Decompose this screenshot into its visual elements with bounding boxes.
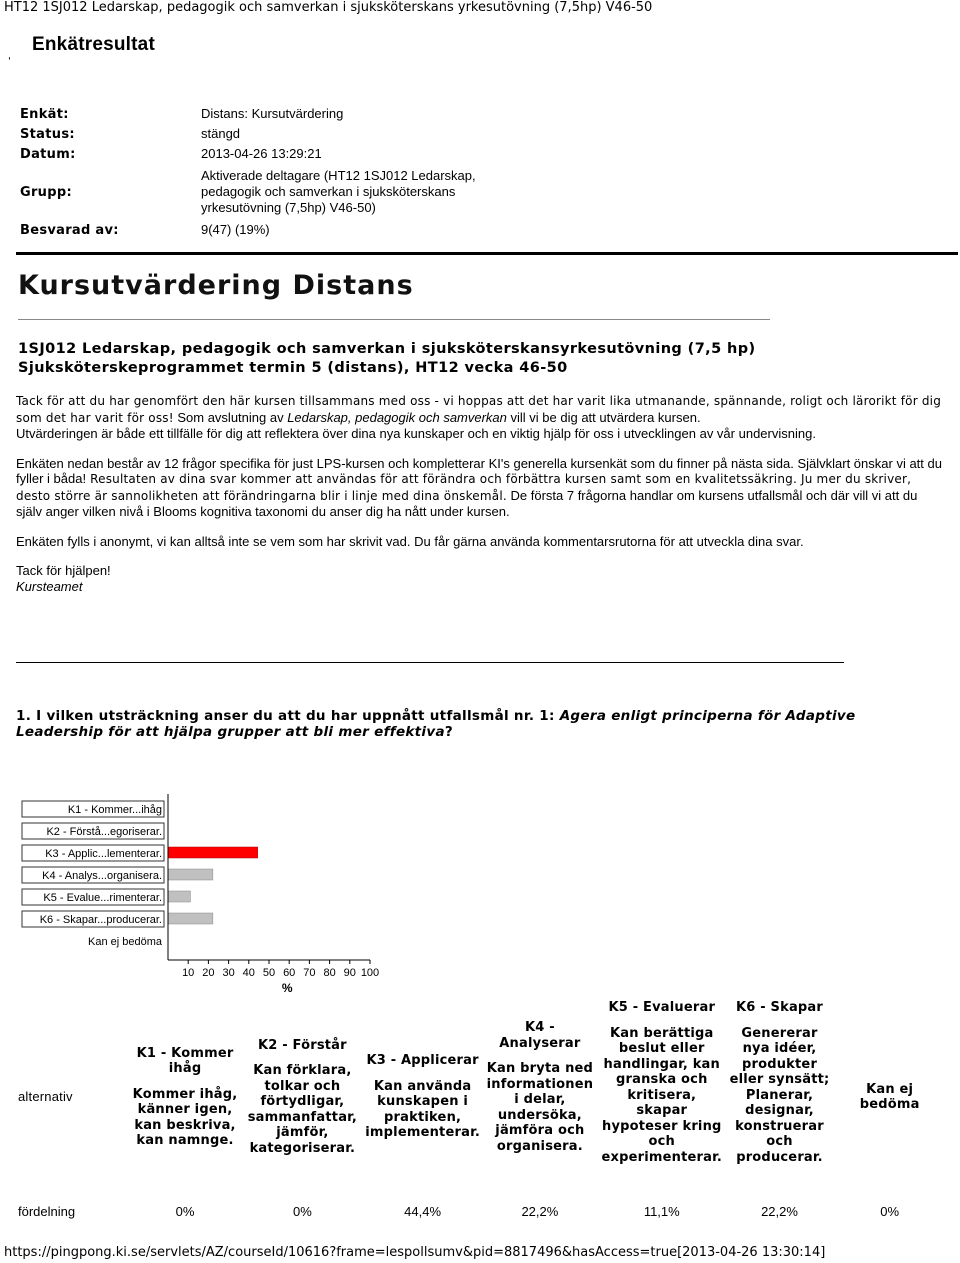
distribution-header-label: alternativ bbox=[18, 1089, 73, 1105]
stray-mark: ' bbox=[8, 56, 11, 67]
category-label: K3 - Applic...lementerar. bbox=[45, 848, 162, 860]
intro-text: De första 7 frågorna handlar om kursens utfallsmål och där vill vi att du själv anger vilken nivå i Blooms kognitiva taxonomi du anser dig ha nått under kursen. bbox=[16, 487, 918, 519]
column-title: K1 - Kommer ihåg bbox=[136, 1045, 234, 1076]
course-subtitle bbox=[18, 340, 756, 378]
intro-course-name: Ledarskap, pedagogik och samverkan bbox=[287, 409, 507, 425]
section-divider bbox=[16, 252, 958, 255]
column-title: K6 - Skapar bbox=[735, 1000, 824, 1015]
distribution-value: 0% bbox=[175, 1203, 195, 1219]
column-title: K2 - Förstår bbox=[257, 1037, 347, 1053]
intro-text: Utvärderingen är både ett tillfälle för dig att reflektera över dina nya kunskaper och en viktig hjälp för oss i utvecklingen av vår undervisning. bbox=[16, 426, 816, 441]
x-tick-label: 20 bbox=[202, 967, 215, 979]
meta-key-answered: Besvarad av: bbox=[20, 222, 119, 238]
signature-text: Kursteamet bbox=[16, 578, 83, 594]
distribution-value: 0% bbox=[292, 1203, 312, 1219]
result-bar-chart bbox=[0, 790, 560, 1000]
course-subtitle-line: Sjuksköterskeprogrammet termin 5 (distans), HT12 vecka 46-50 bbox=[18, 360, 568, 376]
x-tick-label: 50 bbox=[262, 967, 276, 979]
intro-paragraph bbox=[16, 393, 946, 442]
intro-paragraph bbox=[16, 563, 946, 594]
category-label: K4 - Analys...organisera. bbox=[42, 870, 162, 882]
intro-text: Som avslutning av bbox=[173, 409, 288, 425]
print-header: HT12 1SJ012 Ledarskap, pedagogik och samverkan i sjuksköterskans yrkesutövning (7,5hp) V46-50 bbox=[4, 0, 653, 15]
bar bbox=[168, 913, 213, 924]
distribution-value: 0% bbox=[880, 1203, 900, 1219]
question-suffix: ? bbox=[444, 724, 454, 740]
intro-paragraph bbox=[16, 534, 946, 550]
distribution-value-row bbox=[16, 1194, 946, 1228]
column-description: Kan bryta ned informationen i delar, undersöka, jämföra och organisera. bbox=[486, 1061, 594, 1154]
distribution-value: 22,2% bbox=[521, 1203, 559, 1219]
x-tick-label: 80 bbox=[323, 967, 336, 979]
distribution-column-k4 bbox=[482, 1000, 598, 1194]
bar bbox=[168, 847, 258, 858]
distribution-column-k6 bbox=[726, 1000, 834, 1194]
meta-key-survey: Enkät: bbox=[20, 106, 69, 122]
x-tick-label: 60 bbox=[283, 967, 296, 979]
intro-paragraph bbox=[16, 456, 946, 520]
column-title: K3 - Applicerar bbox=[366, 1053, 479, 1069]
column-title: K4 - Analyserar bbox=[499, 1020, 581, 1051]
intro-text: vill vi be dig att utvärdera kursen. bbox=[506, 409, 701, 425]
print-footer: https://pingpong.ki.se/servlets/AZ/courseId/10616?frame=lespollsumv&pid=8817496&hasAccess=true[2013-04-26 13:30:14] bbox=[4, 1245, 826, 1260]
intro-text: Resultaten av dina svar kommer att användas för att förändra och förbättra kursen samt som en kvalitetssäkring. Ju mer du skriver, desto större är sannolikheten att förändringarna blir i linje med dina önskemål. bbox=[16, 472, 912, 503]
category-label: K1 - Kommer...ihåg bbox=[67, 804, 162, 816]
meta-value-date: 2013-04-26 13:29:21 bbox=[201, 146, 322, 161]
group-line: pedagogik och samverkan i sjuksköterskans bbox=[201, 184, 456, 199]
intro-text: Enkäten fylls i anonymt, vi kan alltså inte se vem som har skrivit vad. Du får gärna använda kommentarsrutorna för att utveckla dina svar. bbox=[16, 533, 804, 549]
group-line: Aktiverade deltagare (HT12 1SJ012 Ledarskap, bbox=[201, 168, 476, 183]
x-tick-label: 100 bbox=[360, 967, 380, 979]
column-description: Kommer ihåg, känner igen, kan beskriva, kan namnge. bbox=[132, 1086, 238, 1148]
distribution-column-k5 bbox=[598, 1000, 726, 1194]
result-chart bbox=[0, 790, 560, 1000]
group-line: yrkesutövning (7,5hp) V46-50) bbox=[201, 200, 376, 215]
x-tick-label: 70 bbox=[303, 967, 316, 979]
column-description: Kan använda kunskapen i praktiken, implementerar. bbox=[365, 1078, 480, 1141]
x-tick-label: 30 bbox=[222, 967, 235, 979]
bar bbox=[168, 869, 213, 880]
meta-value-survey: Distans: Kursutvärdering bbox=[201, 106, 344, 121]
distribution-column-k2 bbox=[241, 1000, 363, 1194]
distribution-value: 22,2% bbox=[761, 1203, 798, 1219]
survey-title: Kursutvärdering Distans bbox=[18, 270, 414, 301]
category-label: K2 - Förstå...egoriserar. bbox=[46, 826, 162, 838]
column-title: K5 - Evaluerar bbox=[608, 1000, 716, 1015]
survey-intro bbox=[16, 393, 946, 594]
intro-text: Enkäten nedan består av 12 frågor specifika för just LPS-kursen och kompletterar KI's generella kursenkät som du finner på nästa sida. Självklart önskar vi att du fyller i båda! bbox=[16, 455, 942, 486]
meta-value-status: stängd bbox=[201, 126, 241, 141]
course-subtitle-line: 1SJ012 Ledarskap, pedagogik och samverkan i sjuksköterskansyrkesutövning (7,5 hp) bbox=[18, 341, 756, 357]
column-description: Genererar nya idéer, produkter eller synsätt; Planerar, designar, konstruerar och producerar. bbox=[729, 1025, 830, 1165]
distribution-header-row bbox=[16, 1000, 946, 1194]
distribution-value: 11,1% bbox=[643, 1203, 680, 1219]
question-outcome: Agera enligt principerna för Adaptive Leadership för att hjälpa grupper att bli mer effektiva bbox=[16, 708, 856, 740]
meta-key-date: Datum: bbox=[20, 146, 76, 162]
survey-meta-table bbox=[20, 104, 476, 240]
column-title: Kan ej bedöma bbox=[859, 1081, 920, 1112]
distribution-column-k1 bbox=[129, 1000, 242, 1194]
thanks-text: Tack för hjälpen! bbox=[16, 563, 111, 578]
meta-value-answered: 9(47) (19%) bbox=[201, 222, 270, 237]
x-tick-label: 10 bbox=[182, 967, 195, 979]
category-label: K5 - Evalue...rimenterar. bbox=[43, 892, 162, 904]
category-label: Kan ej bedöma bbox=[88, 936, 162, 948]
meta-value-group bbox=[201, 164, 476, 220]
page-title: Enkätresultat bbox=[32, 34, 155, 55]
question-prefix: 1. I vilken utsträckning anser du att du har uppnått utfallsmål nr. 1: bbox=[16, 708, 560, 724]
distribution-row-label: fördelning bbox=[18, 1203, 76, 1219]
column-description: Kan berättiga beslut eller handlingar, kan granska och kritisera, skapar hypoteser kring och experimenterar. bbox=[601, 1025, 723, 1165]
column-description: Kan förklara, tolkar och förtydligar, sammanfattar, jämför, kategoriserar. bbox=[247, 1063, 358, 1156]
x-axis-label: % bbox=[281, 981, 293, 995]
separator-line bbox=[16, 658, 844, 663]
bar bbox=[168, 891, 190, 902]
x-tick-label: 90 bbox=[343, 967, 356, 979]
x-tick-label: 40 bbox=[242, 967, 255, 979]
distribution-column-k3 bbox=[363, 1000, 482, 1194]
category-label: K6 - Skapar...producerar. bbox=[39, 914, 162, 926]
distribution-value: 44,4% bbox=[404, 1203, 442, 1219]
title-underline bbox=[18, 319, 770, 320]
distribution-table bbox=[16, 1000, 946, 1228]
meta-key-status: Status: bbox=[20, 126, 75, 142]
question-text bbox=[16, 708, 946, 740]
intro-text: Tack för att du har genomfört den här kursen tillsammans med oss - vi hoppas att det har varit lika utmanande, spännande, roligt och lärorikt för dig som det har varit för oss! bbox=[16, 394, 942, 425]
meta-key-group: Grupp: bbox=[20, 184, 72, 200]
distribution-column-cannot-assess bbox=[833, 1000, 946, 1194]
